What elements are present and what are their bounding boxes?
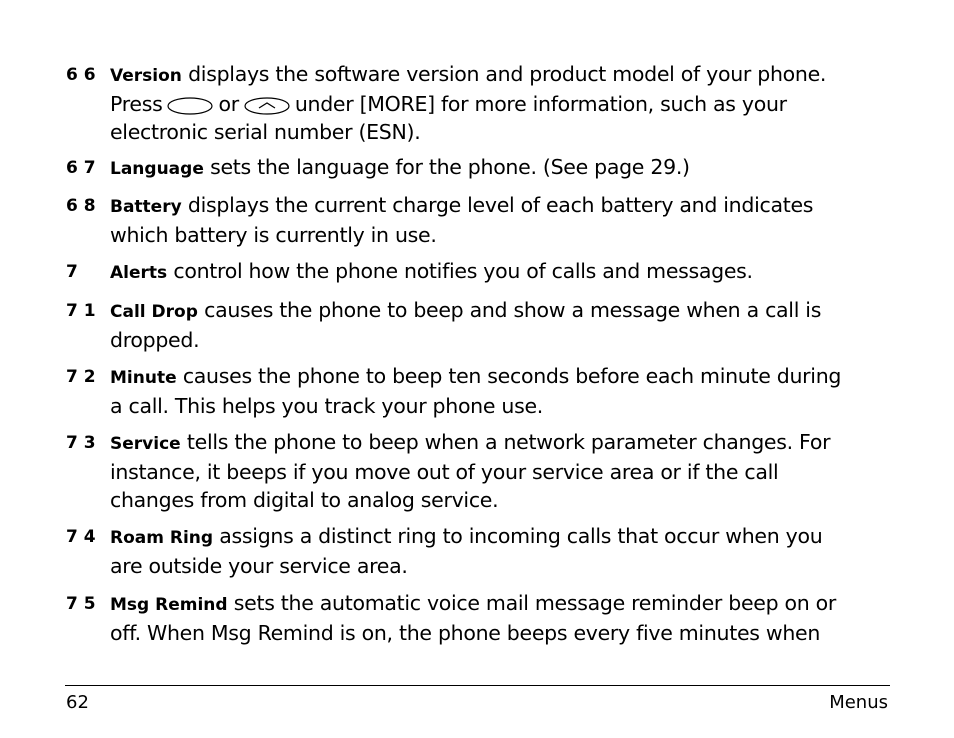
description-line (110, 522, 900, 552)
description-line (110, 362, 900, 392)
menu-term: Minute (110, 368, 177, 388)
menu-description (110, 153, 900, 183)
menu-term: Roam Ring (110, 528, 214, 548)
description-line (110, 60, 900, 90)
description-line (110, 90, 900, 118)
menu-number: 6 6 (66, 65, 96, 85)
description-text: Press (110, 92, 163, 116)
menu-term: Language (110, 159, 204, 179)
description-text: sets the language for the phone. (See page 29.) (210, 155, 690, 179)
description-text: assigns a distinct ring to incoming calls that occur when you (219, 524, 823, 548)
menu-number: 7 3 (66, 433, 96, 453)
description-text: control how the phone notifies you of calls and messages. (173, 259, 753, 283)
description-line: instance, it beeps if you move out of your service area or if the call (110, 460, 779, 484)
menu-description (110, 257, 900, 287)
scroll-up-key-icon (243, 96, 291, 116)
description-line: are outside your service area. (110, 554, 408, 578)
description-line (110, 296, 900, 326)
menu-number: 7 (66, 262, 78, 282)
menu-description (110, 428, 900, 514)
description-text: causes the phone to beep and show a message when a call is (204, 298, 822, 322)
menu-number: 7 2 (66, 367, 96, 387)
description-line: electronic serial number (ESN). (110, 120, 421, 144)
menu-term: Alerts (110, 263, 168, 283)
menu-description (110, 296, 900, 354)
menu-term: Call Drop (110, 302, 198, 322)
menu-term: Version (110, 66, 182, 86)
menu-term: Service (110, 434, 181, 454)
description-text: causes the phone to beep ten seconds before each minute during (182, 364, 842, 388)
page-number: 62 (66, 692, 89, 713)
description-line: changes from digital to analog service. (110, 488, 499, 512)
description-text: under [MORE] for more information, such as your (294, 92, 787, 116)
menu-description (110, 589, 900, 647)
description-text: displays the software version and product model of your phone. (188, 62, 827, 86)
scroll-down-key-icon (166, 96, 214, 116)
footer-divider (65, 685, 890, 686)
description-line (110, 428, 900, 458)
menu-number: 6 8 (66, 196, 96, 216)
description-line (110, 191, 900, 221)
menu-number: 7 1 (66, 301, 96, 321)
description-line: dropped. (110, 328, 200, 352)
menu-description (110, 191, 900, 249)
menu-description (110, 522, 900, 580)
menu-term: Battery (110, 197, 182, 217)
menu-description (110, 362, 900, 420)
description-line: which battery is currently in use. (110, 223, 437, 247)
description-text: or (218, 92, 239, 116)
description-text: sets the automatic voice mail message reminder beep on or (233, 591, 837, 615)
menu-description (110, 60, 900, 146)
menu-number: 6 7 (66, 158, 96, 178)
description-line: off. When Msg Remind is on, the phone beeps every five minutes when (110, 621, 821, 645)
description-text: displays the current charge level of each battery and indicates (187, 193, 814, 217)
description-line: a call. This helps you track your phone use. (110, 394, 544, 418)
menu-number: 7 4 (66, 527, 96, 547)
description-text: tells the phone to beep when a network parameter changes. For (186, 430, 831, 454)
description-line (110, 589, 900, 619)
section-title: Menus (829, 692, 888, 713)
menu-term: Msg Remind (110, 595, 228, 615)
description-line (110, 257, 900, 287)
menu-number: 7 5 (66, 594, 96, 614)
description-line (110, 153, 900, 183)
